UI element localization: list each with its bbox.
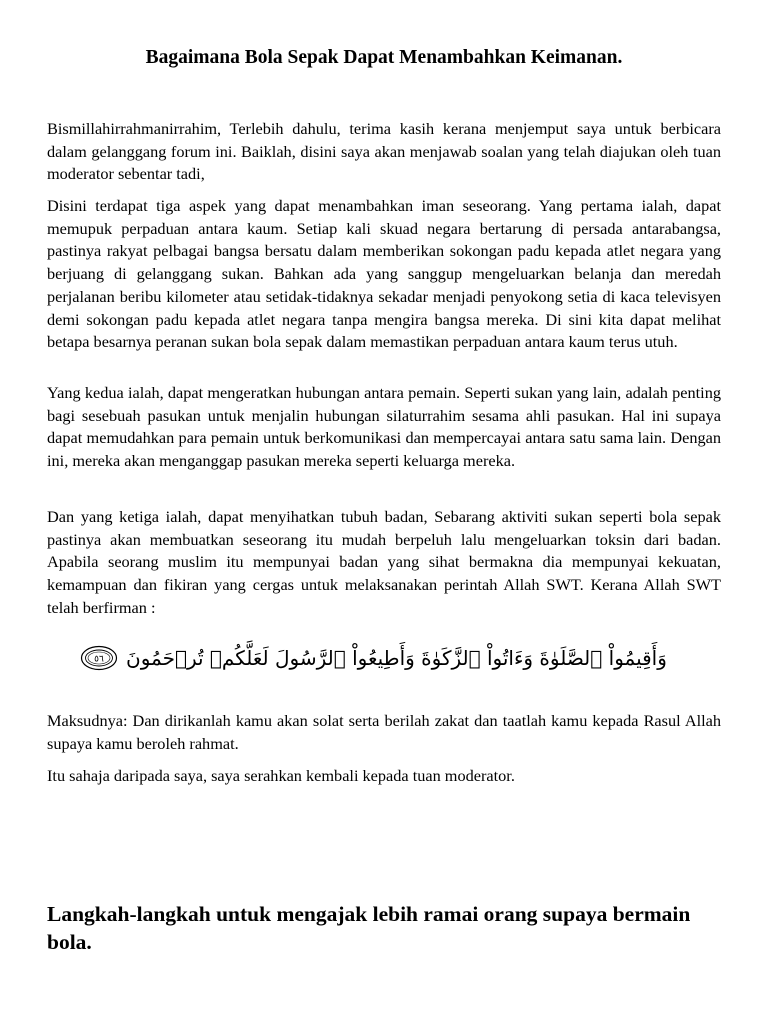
verse-meaning: Maksudnya: Dan dirikanlah kamu akan solat serta berilah zakat dan taatlah kamu kepada Rasul Allah supaya kamu beroleh rahmat. — [47, 711, 721, 753]
ayah-number-medallion — [80, 645, 118, 671]
section-heading: Langkah-langkah untuk mengajak lebih ramai orang supaya bermain bola. — [47, 902, 691, 954]
paragraph-opening: Bismillahirrahmanirrahim, Terlebih dahulu, terima kasih kerana menjemput saya untuk berbicara dalam gelanggang forum ini. Baiklah, disini saya akan menjawab soalan yang telah diajukan oleh tuan moderator sebentar tadi, — [47, 119, 721, 184]
document-title: Bagaimana Bola Sepak Dapat Menambahkan Keimanan. — [145, 47, 623, 68]
paragraph-second-aspect: Yang kedua ialah, dapat mengeratkan hubungan antara pemain. Seperti sukan yang lain, adalah penting bagi sesebuah pasukan untuk menjalin hubungan silaturrahim sesama ahli pasukan. Hal ini supaya dapat memudahkan para pemain untuk berkomunikasi dan mempercayai antara satu sama lain. Dengan ini, mereka akan menganggap pasukan mereka seperti keluarga mereka. — [47, 383, 721, 471]
paragraph-first-aspect: Disini terdapat tiga aspek yang dapat menambahkan iman seseorang. Yang pertama ialah, dapat memupuk perpaduan antara kaum. Setiap kali skuad negara bertarung di persada antarabangsa, pastinya rakyat pelbagai bangsa bersatu dalam memberikan sokongan padu kepada atlet negara yang berjuang di gelanggang sukan. Bahkan ada yang sanggup mengeluarkan belanja dan meredah perjalanan beribu kilometer atau setidak-tidaknya sekadar menjadi penyokong setia di kaca televisyen demi sokongan padu kepada atlet negara tanpa mengira bangsa mereka. Di sini kita dapat melihat betapa besarnya peranan sukan bola sepak dalam memastikan perpaduan antara kaum terus utuh. — [47, 196, 721, 352]
quran-verse — [80, 637, 667, 679]
ayah-number: ٥٦ — [94, 654, 104, 665]
closing-remark: Itu sahaja daripada saya, saya serahkan kembali kepada tuan moderator. — [47, 766, 515, 785]
verse-arabic-text: وَأَقِيمُواْ ٱلصَّلَوٰةَ وَءَاتُواْ ٱلزَّكَوٰةَ وَأَطِيعُواْ ٱلرَّسُولَ لَعَلَّكُمۡ تُرۡحَمُونَ — [126, 646, 667, 670]
paragraph-third-aspect: Dan yang ketiga ialah, dapat menyihatkan tubuh badan, Sebarang aktiviti sukan seperti bola sepak pastinya akan membuatkan seseorang itu mudah berpeluh lalu mengeluarkan toksin dari badan. Apabila seorang muslim itu mempunyai badan yang sihat bermakna dia mempunyai kekuatan, kemampuan dan fikiran yang cergas untuk melaksanakan perintah Allah SWT. Kerana Allah SWT telah berfirman : — [47, 507, 721, 617]
